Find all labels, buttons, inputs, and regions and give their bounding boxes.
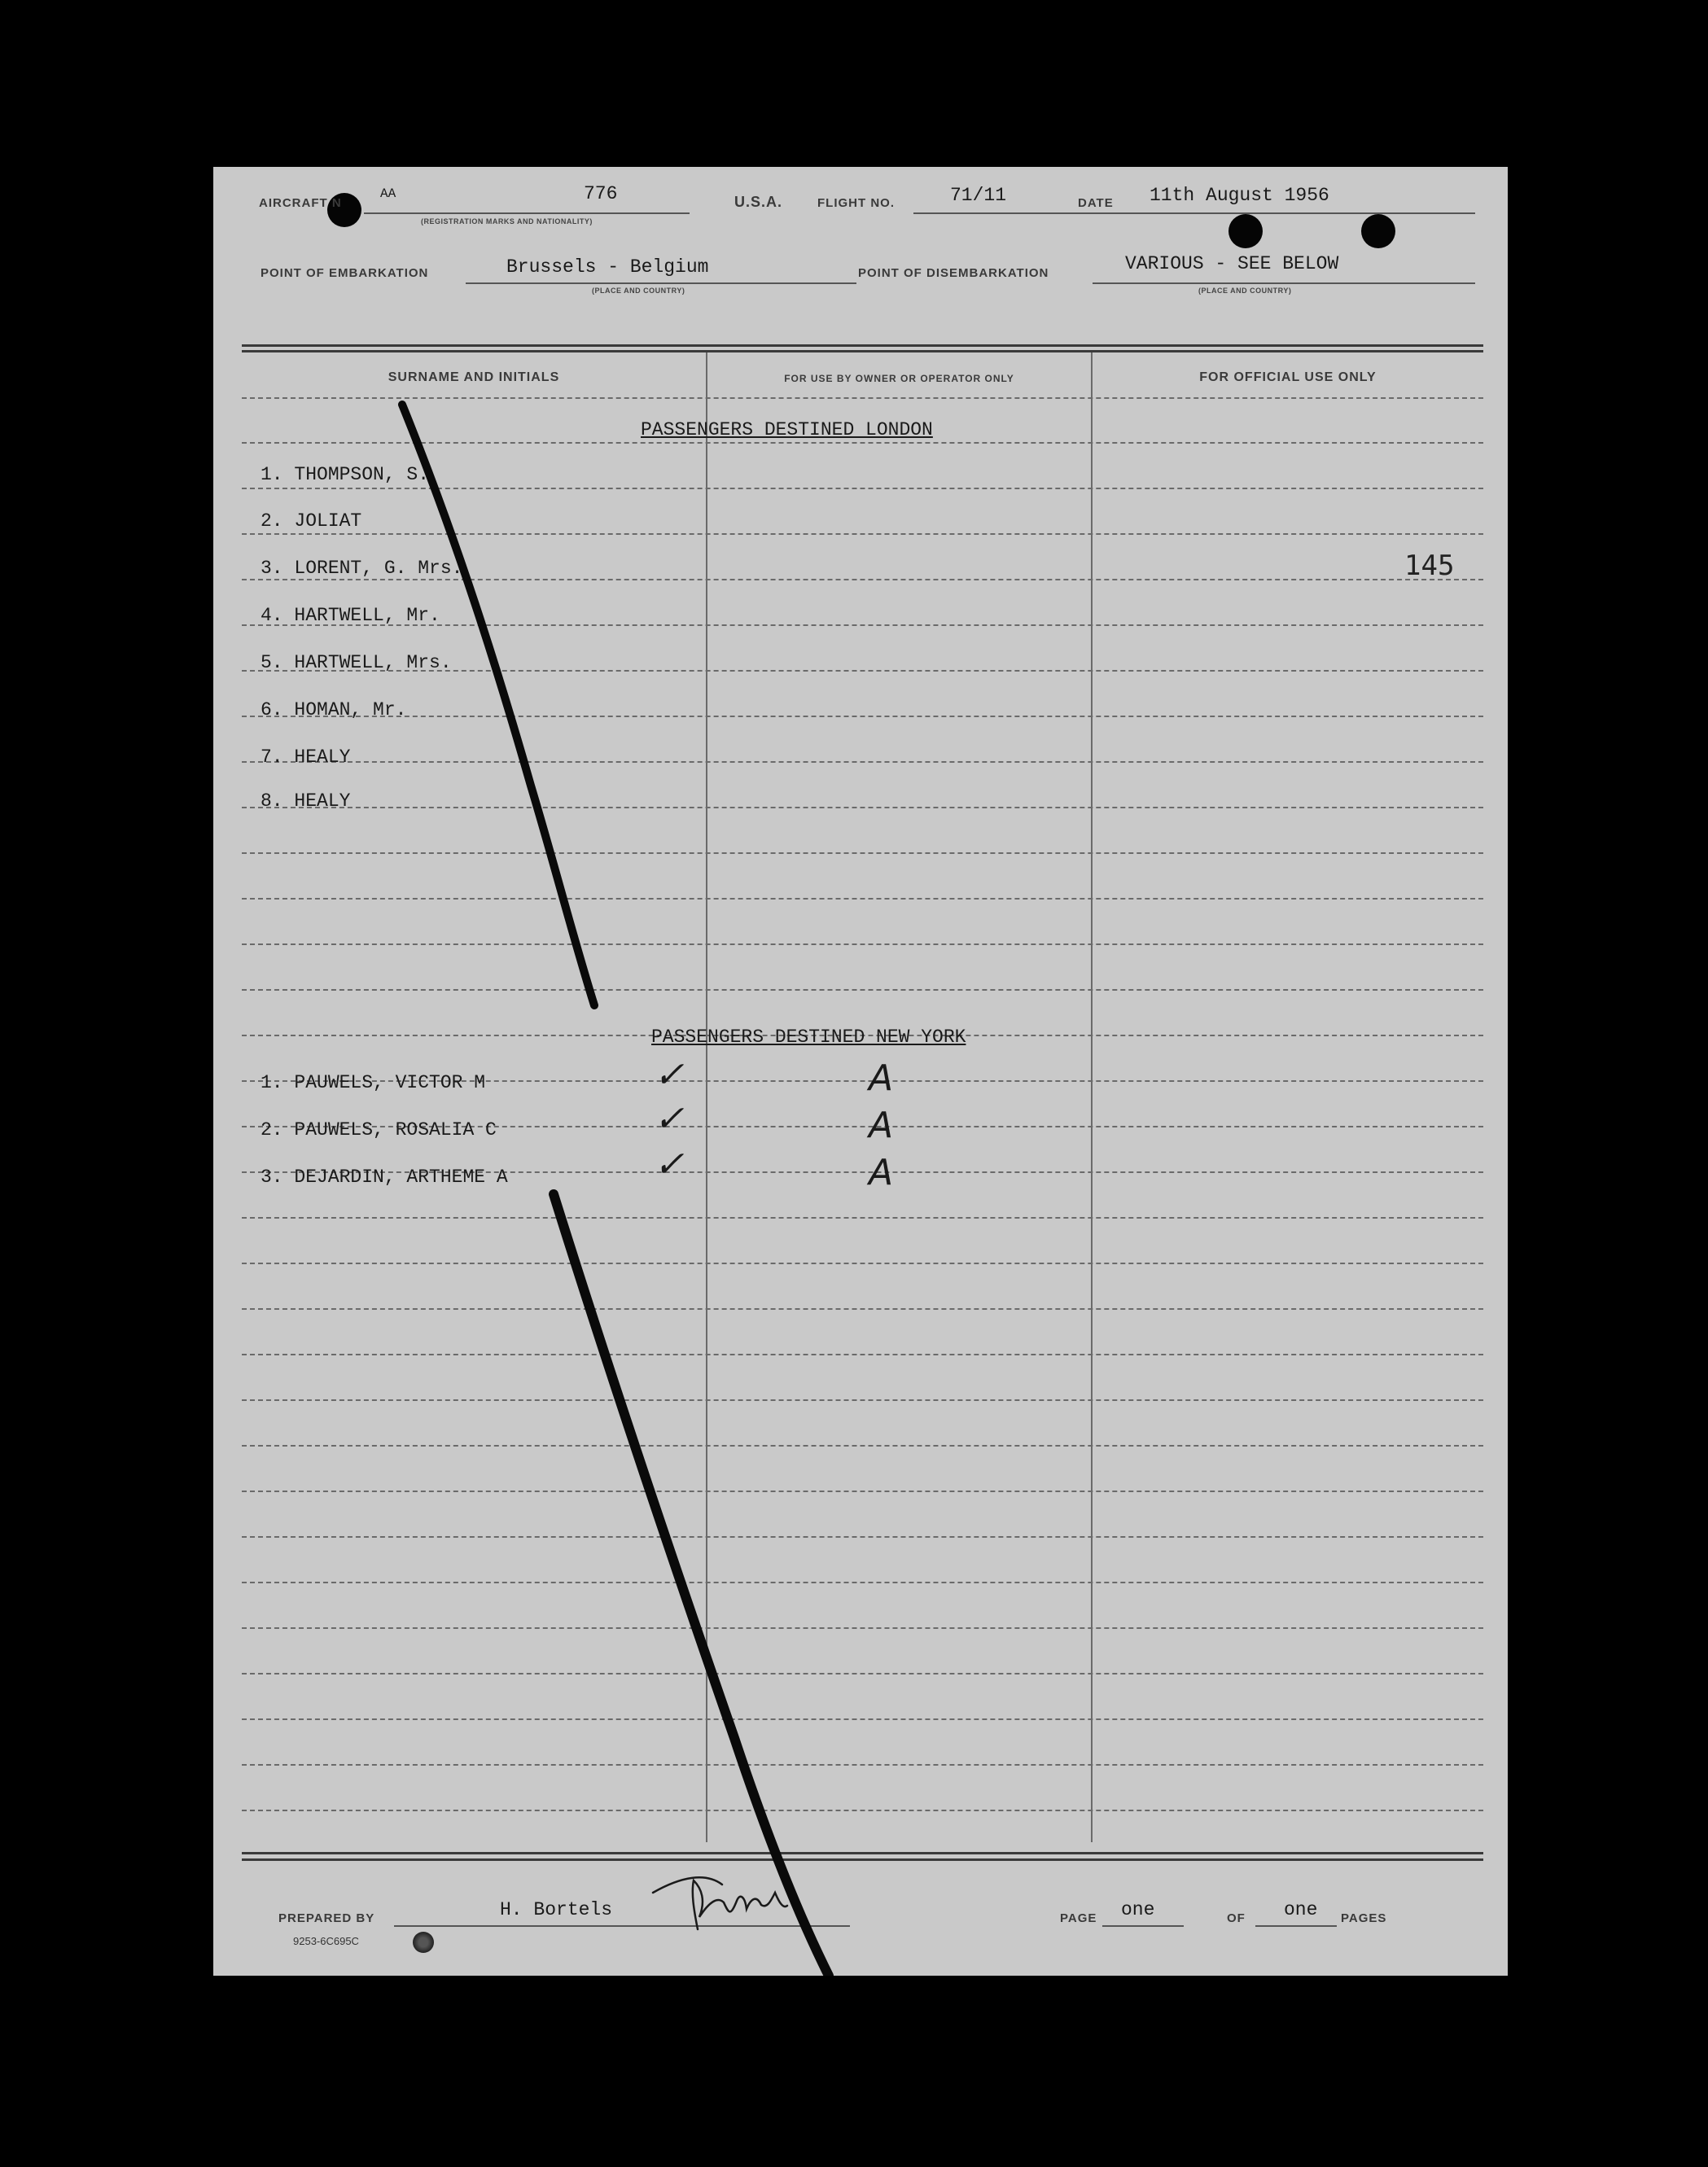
passenger-row: 2. JOLIAT [261,510,362,532]
passenger-row: 5. HARTWELL, Mrs. [261,652,452,673]
aircraft-label: AIRCRAFT N [259,196,342,210]
date-label: DATE [1078,196,1114,210]
section-title-london: PASSENGERS DESTINED LONDON [641,419,933,440]
passenger-row: 3. LORENT, G. Mrs. [261,558,463,579]
handwritten-mark: A [869,1152,894,1193]
section-title-new-york: PASSENGERS DESTINED NEW YORK [651,1027,966,1048]
flight-number: 71/11 [950,185,1007,206]
disembarkation-sublabel: (PLACE AND COUNTRY) [1198,287,1292,295]
passenger-row: 6. HOMAN, Mr. [261,699,407,720]
prepared-by-name: H. Bortels [500,1899,613,1920]
date-value: 11th August 1956 [1150,185,1329,206]
passenger-row: 8. HEALY [261,790,351,812]
manifest-sheet [213,167,1508,1976]
flight-label: FLIGHT NO. [817,196,895,210]
column-header-owner: FOR USE BY OWNER OR OPERATOR ONLY [784,373,1014,384]
aircraft-prefix: AA [380,186,396,201]
aircraft-number: 776 [584,183,618,204]
passenger-row: 3. DEJARDIN, ARTHEME A [261,1167,508,1188]
of-label: OF [1227,1911,1246,1925]
prepared-by-label: PREPARED BY [278,1911,375,1925]
check-mark: ✓ [651,1054,693,1096]
of-value: one [1284,1899,1318,1920]
embarkation-label: POINT OF EMBARKATION [261,266,429,280]
aircraft-sublabel: (REGISTRATION MARKS AND NATIONALITY) [421,217,593,225]
disembarkation-value: VARIOUS - SEE BELOW [1125,253,1339,274]
check-mark: ✓ [651,1144,693,1185]
passenger-row: 7. HEALY [261,746,351,768]
column-header-official: FOR OFFICIAL USE ONLY [1199,370,1377,384]
embarkation-value: Brussels - Belgium [506,256,709,278]
passenger-row: 1. THOMPSON, S. [261,464,430,485]
passenger-row: 2. PAUWELS, ROSALIA C [261,1119,497,1140]
check-mark: ✓ [651,1098,693,1140]
country-label: U.S.A. [734,194,783,210]
column-header-surname: SURNAME AND INITIALS [388,370,560,384]
embarkation-sublabel: (PLACE AND COUNTRY) [592,287,685,295]
passenger-row: 1. PAUWELS, VICTOR M [261,1072,486,1093]
page-value: one [1121,1899,1155,1920]
page-label: PAGE [1060,1911,1097,1925]
pages-label: PAGES [1341,1911,1387,1925]
official-number: 145 [1404,549,1455,582]
cancel-stroke [213,167,1508,1976]
passenger-row: 4. HARTWELL, Mr. [261,605,440,626]
handwritten-mark: A [869,1057,894,1099]
form-number: 9253-6C695C [293,1935,359,1947]
disembarkation-label: POINT OF DISEMBARKATION [858,266,1049,280]
handwritten-mark: A [869,1105,894,1146]
